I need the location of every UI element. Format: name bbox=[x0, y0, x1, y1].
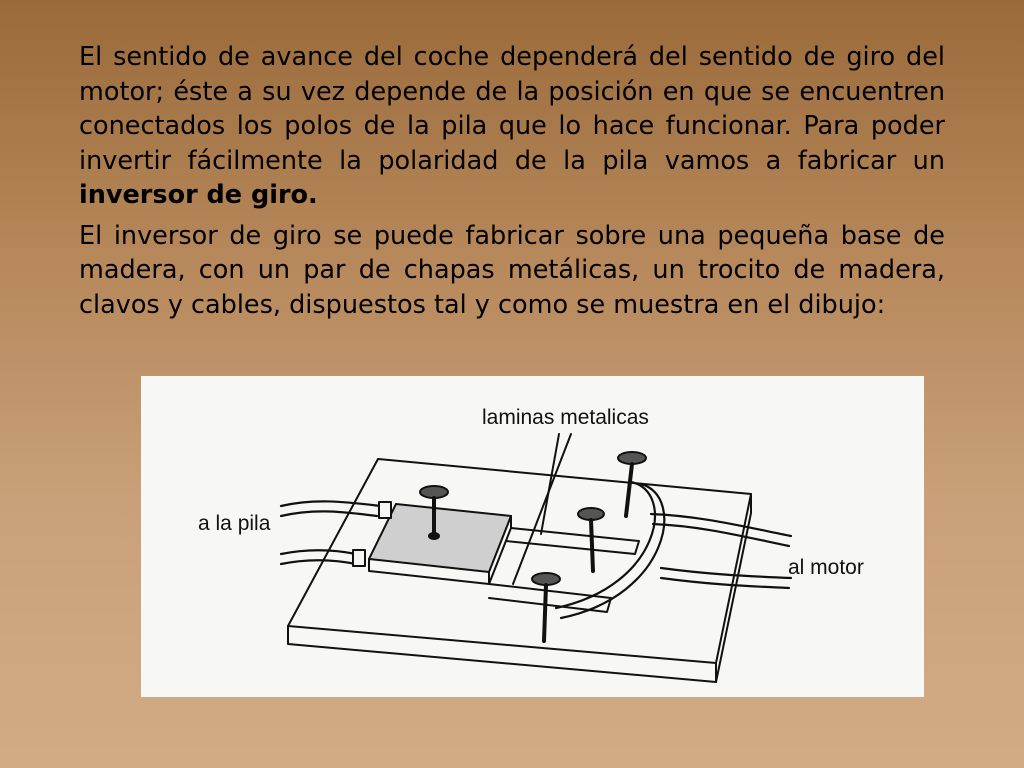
pointer-line-2 bbox=[513, 434, 571, 584]
label-motor: al motor bbox=[788, 556, 864, 579]
curved-wire bbox=[556, 482, 655, 608]
wire-left-lower bbox=[281, 550, 356, 554]
wire-right-lower-b bbox=[661, 578, 789, 588]
paragraph-1-text: El sentido de avance del coche dependerá del sentido de giro del motor; éste a su vez depende de la posición en que se encuentren conectados los polos de la pila que lo hace funcionar. Para poder invertir fácilmente la polaridad de la pila vamos a fabricar un bbox=[79, 42, 945, 176]
body-text bbox=[79, 40, 945, 328]
wire-end-lower bbox=[353, 550, 365, 566]
pointer-line-1 bbox=[541, 434, 559, 534]
inverter-diagram bbox=[141, 376, 924, 697]
paragraph-1 bbox=[79, 40, 945, 213]
wire-right-upper-b bbox=[653, 524, 789, 546]
wire-left-upper-b bbox=[281, 511, 377, 516]
paragraph-1-bold: inversor de giro. bbox=[79, 180, 318, 210]
wire-right-lower bbox=[661, 568, 791, 578]
base-board-front bbox=[288, 626, 716, 682]
wire-end-upper bbox=[379, 502, 391, 518]
wire-left-lower-b bbox=[281, 560, 356, 564]
wire-left-upper bbox=[281, 501, 381, 506]
paragraph-2 bbox=[79, 219, 945, 323]
label-laminas: laminas metalicas bbox=[482, 406, 649, 429]
nail-2 bbox=[578, 508, 604, 571]
label-pila: a la pila bbox=[198, 512, 271, 535]
paragraph-2-text: El inversor de giro se puede fabricar sobre una pequeña base de madera, con un par de chapas metálicas, un trocito de madera, clavos y cables, dispuestos tal y como se muestra en el dibujo: bbox=[79, 220, 945, 320]
